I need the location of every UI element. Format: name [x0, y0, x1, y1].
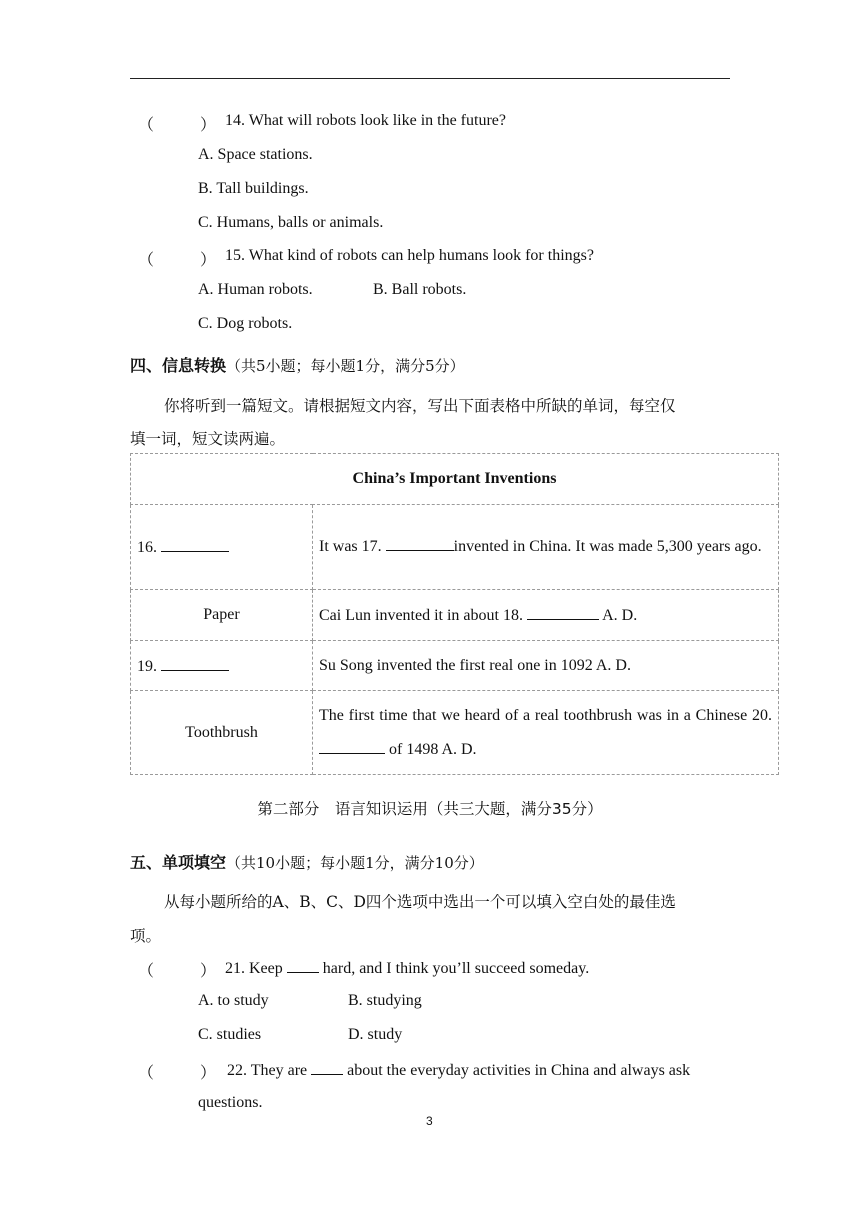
question-21-option-a: A. to study [198, 992, 269, 1009]
table-header: China’s Important Inventions [131, 454, 779, 505]
question-14-option-a: A. Space stations. [198, 146, 313, 163]
question-15-option-c: C. Dog robots. [198, 315, 293, 332]
inventions-table [130, 453, 779, 775]
question-22-stem-cont: questions. [198, 1094, 263, 1111]
table-cell-paper: Paper [131, 590, 313, 641]
question-22-stem: 22. They are about the everyday activities in China and always ask [227, 1062, 691, 1079]
answer-paren-close: ） [200, 252, 217, 269]
answer-blank-22[interactable] [311, 1060, 343, 1075]
answer-blank-18[interactable] [527, 605, 599, 620]
question-21-option-c: C. studies [198, 1026, 262, 1043]
answer-paren-open: （ [138, 252, 155, 269]
question-15-stem: 15. What kind of robots can help humans look for things? [225, 247, 594, 264]
table-cell-toothbrush: Toothbrush [131, 691, 313, 775]
section-4-note: （共5小题；每小题1分，满分5分） [226, 357, 465, 375]
table-cell-19: 19. [131, 641, 313, 691]
question-15-option-a: A. Human robots. [198, 281, 313, 298]
part-2-title: 第二部分 语言知识运用（共三大题，满分35分） [257, 800, 603, 818]
question-14-stem: 14. What will robots look like in the future? [225, 112, 506, 129]
table-cell-20: The first time that we heard of a real toothbrush was in a Chinese 20. of 1498 A. D. [313, 691, 779, 775]
answer-blank-17[interactable] [386, 536, 454, 551]
answer-paren-close: ） [200, 117, 217, 134]
question-15-option-b: B. Ball robots. [373, 281, 467, 298]
section-5-instruction-line2: 项。 [130, 927, 162, 945]
section-4-instruction-line2: 填一词，短文读两遍。 [130, 430, 286, 448]
section-4-instruction-line1: 你将听到一篇短文。请根据短文内容，写出下面表格中所缺的单词，每空仅 [164, 397, 676, 415]
table-cell-su-song: Su Song invented the first real one in 1092 A. D. [313, 641, 779, 691]
answer-paren-close: ） [200, 1065, 217, 1082]
section-5-title: 五、单项填空 [130, 853, 227, 872]
answer-paren-close: ） [200, 963, 217, 980]
answer-blank-20[interactable] [319, 739, 385, 754]
section-4-title: 四、信息转换 [130, 356, 227, 375]
section-5-heading [130, 850, 484, 873]
question-21-option-d: D. study [348, 1026, 403, 1043]
section-5-instruction-line1: 从每小题所给的A、B、C、D四个选项中选出一个可以填入空白处的最佳选 [164, 893, 676, 911]
section-5-note: （共10小题；每小题1分，满分10分） [226, 854, 484, 872]
question-14-option-b: B. Tall buildings. [198, 180, 309, 197]
question-14-option-c: C. Humans, balls or animals. [198, 214, 384, 231]
question-21-stem: 21. Keep hard, and I think you’ll succeed someday. [225, 960, 590, 977]
table-cell-17: It was 17. invented in China. It was made 5,300 years ago. [313, 505, 779, 590]
answer-blank-19[interactable] [161, 656, 229, 671]
table-cell-18: Cai Lun invented it in about 18. A. D. [313, 590, 779, 641]
header-rule [130, 78, 730, 79]
answer-paren-open: （ [138, 963, 155, 980]
question-21-option-b: B. studying [348, 992, 422, 1009]
page-number: 3 [426, 1114, 433, 1128]
answer-paren-open: （ [138, 1065, 155, 1082]
answer-blank-16[interactable] [161, 537, 229, 552]
section-4-heading [130, 353, 465, 376]
table-cell-16: 16. [131, 505, 313, 590]
answer-paren-open: （ [138, 117, 155, 134]
answer-blank-21[interactable] [287, 958, 319, 973]
